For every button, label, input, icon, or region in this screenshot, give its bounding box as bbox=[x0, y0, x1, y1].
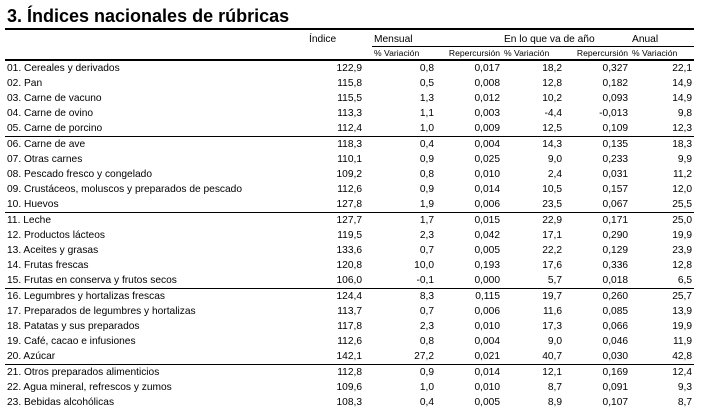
anual-variacion-value: 12,4 bbox=[630, 365, 694, 381]
indice-value: 109,6 bbox=[336, 382, 362, 393]
anio-variacion-value: 10,2 bbox=[542, 93, 563, 104]
rubrica-name: 01. Cereales y derivados bbox=[7, 63, 120, 74]
anio-variacion-value: 19,7 bbox=[502, 289, 564, 305]
mensual-repercusion-value: 0,006 bbox=[474, 199, 501, 210]
rubrica-name: 08. Pescado fresco y congelado bbox=[7, 169, 152, 180]
mensual-variacion-value: 1,9 bbox=[419, 199, 434, 210]
mensual-repercusion-value: 0,005 bbox=[474, 397, 501, 408]
rubrica-name: 15. Frutas en conserva y frutos secos bbox=[7, 275, 177, 286]
anio-variacion-value: 17,3 bbox=[542, 321, 563, 332]
anio-repercusion-value: 0,260 bbox=[564, 289, 630, 305]
rubrica-name: 16. Legumbres y hortalizas frescas bbox=[5, 289, 307, 305]
rubrica-name: 12. Productos lácteos bbox=[7, 230, 105, 241]
mensual-variacion-value: 2,3 bbox=[419, 321, 434, 332]
indice-value: 113,7 bbox=[337, 306, 362, 317]
anio-variacion-value: 17,1 bbox=[542, 230, 563, 241]
mensual-variacion-value: 0,7 bbox=[419, 306, 434, 317]
rubrica-header bbox=[5, 33, 307, 60]
table-row bbox=[5, 182, 694, 197]
anio-repercusion-value: 0,085 bbox=[602, 306, 629, 317]
anual-variacion-value: 25,7 bbox=[630, 289, 694, 305]
anio-variacion-value: -4,4 bbox=[544, 108, 563, 119]
mensual-repercusion-value: 0,005 bbox=[474, 245, 501, 256]
anual-variacion-value: 22,1 bbox=[672, 63, 693, 74]
anual-variacion-value: 12,3 bbox=[672, 123, 693, 134]
rubrica-name: 06. Carne de ave bbox=[5, 137, 307, 153]
anual-variacion-value: 19,9 bbox=[672, 321, 693, 332]
anual-variacion-value: 12,8 bbox=[672, 260, 693, 271]
rubricas-table bbox=[5, 33, 694, 410]
mensual-variacion-value: 1,1 bbox=[419, 108, 434, 119]
mensual-repercusion-value: 0,025 bbox=[474, 154, 501, 165]
anual-header: Anual bbox=[630, 33, 694, 47]
indice-value: 109,2 bbox=[336, 169, 362, 180]
anual-variacion-value: 23,9 bbox=[672, 245, 693, 256]
indice-header: Índice bbox=[309, 34, 337, 46]
anio-header: En lo que va de año bbox=[502, 33, 630, 47]
table-row bbox=[5, 273, 694, 289]
indice-value: 127,7 bbox=[307, 213, 364, 229]
rubrica-name: 22. Agua mineral, refrescos y zumos bbox=[7, 382, 172, 393]
indice-value: 122,9 bbox=[336, 63, 362, 74]
anio-variacion-value: 12,1 bbox=[502, 365, 564, 381]
rubrica-name: 05. Carne de porcino bbox=[7, 123, 103, 134]
table-row bbox=[5, 60, 694, 76]
anio-repercusion-value: 0,135 bbox=[564, 137, 630, 153]
anio-repercusion-value: 0,093 bbox=[602, 93, 629, 104]
mensual-repercusion-value: 0,012 bbox=[474, 93, 501, 104]
anio-repercusion-value: 0,030 bbox=[602, 351, 629, 362]
anio-repercusion-value: 0,336 bbox=[602, 260, 629, 271]
anual-variacion-value: 6,5 bbox=[677, 275, 693, 286]
anual-variacion-value: 13,9 bbox=[672, 306, 693, 317]
anual-variacion-header: % Variación bbox=[630, 47, 694, 61]
anio-repercusion-value: 0,107 bbox=[602, 397, 629, 408]
anio-repercusion-header: Repercursión bbox=[564, 47, 630, 61]
table-row bbox=[5, 76, 694, 91]
rubrica-name: 10. Huevos bbox=[7, 199, 59, 210]
anual-variacion-value: 9,3 bbox=[677, 382, 693, 393]
table-row bbox=[5, 228, 694, 243]
indice-value: 110,1 bbox=[337, 154, 362, 165]
mensual-repercusion-header: Repercursión bbox=[436, 47, 502, 61]
anual-variacion-value: 11,9 bbox=[672, 336, 693, 347]
indice-value: 115,5 bbox=[337, 93, 362, 104]
rubrica-name: 17. Preparados de legumbres y hortalizas bbox=[7, 306, 196, 317]
mensual-variacion-header: % Variación bbox=[372, 47, 436, 61]
indice-value: 127,8 bbox=[336, 199, 362, 210]
mensual-variacion-value: 0,9 bbox=[372, 365, 436, 381]
mensual-repercusion-value: 0,009 bbox=[474, 123, 501, 134]
indice-value: 133,6 bbox=[336, 245, 362, 256]
mensual-variacion-value: -0,1 bbox=[416, 275, 434, 286]
mensual-variacion-value: 0,9 bbox=[419, 184, 434, 195]
anual-variacion-value: 25,0 bbox=[630, 213, 694, 229]
table-row bbox=[5, 395, 694, 410]
mensual-repercusion-value: 0,017 bbox=[474, 63, 501, 74]
rubrica-name: 23. Bebidas alcohólicas bbox=[7, 397, 115, 408]
anio-variacion-value: 5,7 bbox=[547, 275, 563, 286]
indice-value: 113,3 bbox=[337, 108, 362, 119]
mensual-repercusion-value: 0,010 bbox=[474, 169, 501, 180]
anio-repercusion-value: 0,018 bbox=[602, 275, 629, 286]
mensual-variacion-value: 8,3 bbox=[372, 289, 436, 305]
table-body bbox=[5, 60, 694, 410]
indice-value: 112,6 bbox=[337, 336, 362, 347]
table-row bbox=[5, 304, 694, 319]
anio-repercusion-value: 0,157 bbox=[602, 184, 629, 195]
anio-variacion-value: 12,5 bbox=[542, 123, 563, 134]
mensual-repercusion-value: 0,115 bbox=[436, 289, 502, 305]
table-row bbox=[5, 137, 694, 153]
table-row bbox=[5, 106, 694, 121]
mensual-variacion-value: 27,2 bbox=[414, 351, 434, 362]
anio-repercusion-value: -0,013 bbox=[599, 108, 629, 119]
table-row bbox=[5, 289, 694, 305]
mensual-repercusion-value: 0,015 bbox=[436, 213, 502, 229]
anio-variacion-value: 10,5 bbox=[542, 184, 563, 195]
mensual-variacion-value: 1,0 bbox=[419, 123, 434, 134]
mensual-repercusion-value: 0,003 bbox=[474, 108, 501, 119]
indice-value: 118,3 bbox=[307, 137, 364, 153]
anual-variacion-value: 12,0 bbox=[672, 184, 693, 195]
anio-repercusion-value: 0,046 bbox=[602, 336, 629, 347]
rubrica-name: 11. Leche bbox=[5, 213, 307, 229]
indice-value: 115,8 bbox=[337, 78, 362, 89]
anual-variacion-value: 9,8 bbox=[677, 108, 693, 119]
anio-variacion-value: 17,6 bbox=[542, 260, 563, 271]
anio-repercusion-value: 0,182 bbox=[602, 78, 629, 89]
anio-variacion-value: 22,9 bbox=[502, 213, 564, 229]
anio-repercusion-value: 0,169 bbox=[564, 365, 630, 381]
anual-variacion-value: 14,9 bbox=[672, 93, 693, 104]
rubrica-name: 02. Pan bbox=[7, 78, 43, 89]
anio-repercusion-value: 0,066 bbox=[602, 321, 629, 332]
mensual-repercusion-value: 0,042 bbox=[474, 230, 501, 241]
anio-repercusion-value: 0,091 bbox=[602, 382, 629, 393]
rubrica-name: 09. Crustáceos, moluscos y preparados de pescado bbox=[7, 184, 243, 195]
anio-repercusion-value: 0,290 bbox=[602, 230, 629, 241]
anio-variacion-value: 8,7 bbox=[547, 382, 563, 393]
mensual-variacion-value: 0,9 bbox=[419, 154, 434, 165]
indice-value: 117,8 bbox=[337, 321, 362, 332]
mensual-variacion-value: 0,4 bbox=[372, 137, 436, 153]
indice-value: 106,0 bbox=[336, 275, 362, 286]
anio-repercusion-value: 0,171 bbox=[564, 213, 630, 229]
table-row bbox=[5, 349, 694, 365]
anio-variacion-value: 23,5 bbox=[542, 199, 563, 210]
table-row bbox=[5, 167, 694, 182]
mensual-repercusion-value: 0,010 bbox=[474, 321, 501, 332]
rubrica-name: 13. Aceites y grasas bbox=[7, 245, 99, 256]
anual-variacion-value: 19,9 bbox=[672, 230, 693, 241]
mensual-variacion-value: 0,8 bbox=[419, 336, 434, 347]
table-row bbox=[5, 213, 694, 229]
rubrica-name: 07. Otras carnes bbox=[7, 154, 83, 165]
anual-variacion-value: 42,8 bbox=[672, 351, 693, 362]
anio-variacion-value: 2,4 bbox=[547, 169, 563, 180]
indice-value: 142,1 bbox=[336, 351, 362, 362]
anual-variacion-value: 8,7 bbox=[677, 397, 693, 408]
rubrica-name: 04. Carne de ovino bbox=[7, 108, 94, 119]
rubrica-name: 20. Azúcar bbox=[7, 351, 56, 362]
mensual-header: Mensual bbox=[372, 33, 502, 47]
table-row bbox=[5, 121, 694, 137]
table-row bbox=[5, 197, 694, 213]
anio-variacion-value: 11,6 bbox=[542, 306, 563, 317]
mensual-repercusion-value: 0,000 bbox=[474, 275, 501, 286]
indice-value: 108,3 bbox=[336, 397, 362, 408]
mensual-variacion-value: 0,8 bbox=[419, 169, 434, 180]
indice-value: 112,8 bbox=[307, 365, 364, 381]
table-row bbox=[5, 380, 694, 395]
indice-value: 119,5 bbox=[337, 230, 362, 241]
mensual-variacion-value: 10,0 bbox=[414, 260, 434, 271]
mensual-repercusion-value: 0,004 bbox=[436, 137, 502, 153]
anual-variacion-value: 25,5 bbox=[672, 199, 693, 210]
mensual-repercusion-value: 0,010 bbox=[474, 382, 501, 393]
mensual-variacion-value: 2,3 bbox=[419, 230, 434, 241]
anio-variacion-value: 14,3 bbox=[502, 137, 564, 153]
anio-repercusion-value: 0,129 bbox=[602, 245, 629, 256]
mensual-variacion-value: 0,4 bbox=[419, 397, 434, 408]
mensual-variacion-value: 1,0 bbox=[419, 382, 434, 393]
mensual-repercusion-value: 0,014 bbox=[474, 184, 501, 195]
mensual-variacion-value: 0,8 bbox=[419, 63, 434, 74]
rubrica-name: 18. Patatas y sus preparados bbox=[7, 321, 140, 332]
title-rule bbox=[5, 28, 694, 30]
table-row bbox=[5, 91, 694, 106]
table-row bbox=[5, 152, 694, 167]
mensual-variacion-value: 0,7 bbox=[419, 245, 434, 256]
mensual-repercusion-value: 0,008 bbox=[474, 78, 501, 89]
table-row bbox=[5, 365, 694, 381]
anio-variacion-value: 12,8 bbox=[542, 78, 563, 89]
mensual-repercusion-value: 0,193 bbox=[474, 260, 501, 271]
mensual-repercusion-value: 0,021 bbox=[474, 351, 501, 362]
anio-variacion-value: 18,2 bbox=[542, 63, 563, 74]
anio-repercusion-value: 0,233 bbox=[602, 154, 629, 165]
rubrica-name: 03. Carne de vacuno bbox=[7, 93, 102, 104]
rubrica-name: 21. Otros preparados alimenticios bbox=[5, 365, 307, 381]
anual-variacion-value: 11,2 bbox=[672, 169, 693, 180]
table-row bbox=[5, 319, 694, 334]
anual-variacion-value: 14,9 bbox=[672, 78, 693, 89]
table-row bbox=[5, 243, 694, 258]
mensual-repercusion-value: 0,004 bbox=[474, 336, 501, 347]
mensual-repercusion-value: 0,014 bbox=[436, 365, 502, 381]
indice-value: 120,8 bbox=[336, 260, 362, 271]
table-row bbox=[5, 334, 694, 349]
anio-variacion-value: 8,9 bbox=[547, 397, 563, 408]
anio-repercusion-value: 0,067 bbox=[602, 199, 629, 210]
rubrica-name: 19. Café, cacao e infusiones bbox=[7, 336, 136, 347]
anual-variacion-value: 18,3 bbox=[630, 137, 694, 153]
anio-variacion-header: % Variación bbox=[502, 47, 564, 61]
anio-repercusion-value: 0,327 bbox=[602, 63, 629, 74]
indice-value: 112,6 bbox=[337, 184, 362, 195]
indice-value: 124,4 bbox=[307, 289, 364, 305]
indice-value: 112,4 bbox=[337, 123, 362, 134]
anio-variacion-value: 22,2 bbox=[542, 245, 563, 256]
mensual-variacion-value: 0,5 bbox=[419, 78, 434, 89]
mensual-variacion-value: 1,3 bbox=[419, 93, 434, 104]
table-row bbox=[5, 258, 694, 273]
page-title: 3. Índices nacionales de rúbricas bbox=[7, 6, 290, 26]
mensual-variacion-value: 1,7 bbox=[372, 213, 436, 229]
anio-repercusion-value: 0,031 bbox=[602, 169, 629, 180]
anio-variacion-value: 9,0 bbox=[547, 336, 563, 347]
rubrica-name: 14. Frutas frescas bbox=[7, 260, 89, 271]
anio-variacion-value: 40,7 bbox=[542, 351, 563, 362]
anio-repercusion-value: 0,109 bbox=[602, 123, 629, 134]
anual-variacion-value: 9,9 bbox=[677, 154, 693, 165]
anio-variacion-value: 9,0 bbox=[547, 154, 563, 165]
mensual-repercusion-value: 0,006 bbox=[474, 306, 501, 317]
